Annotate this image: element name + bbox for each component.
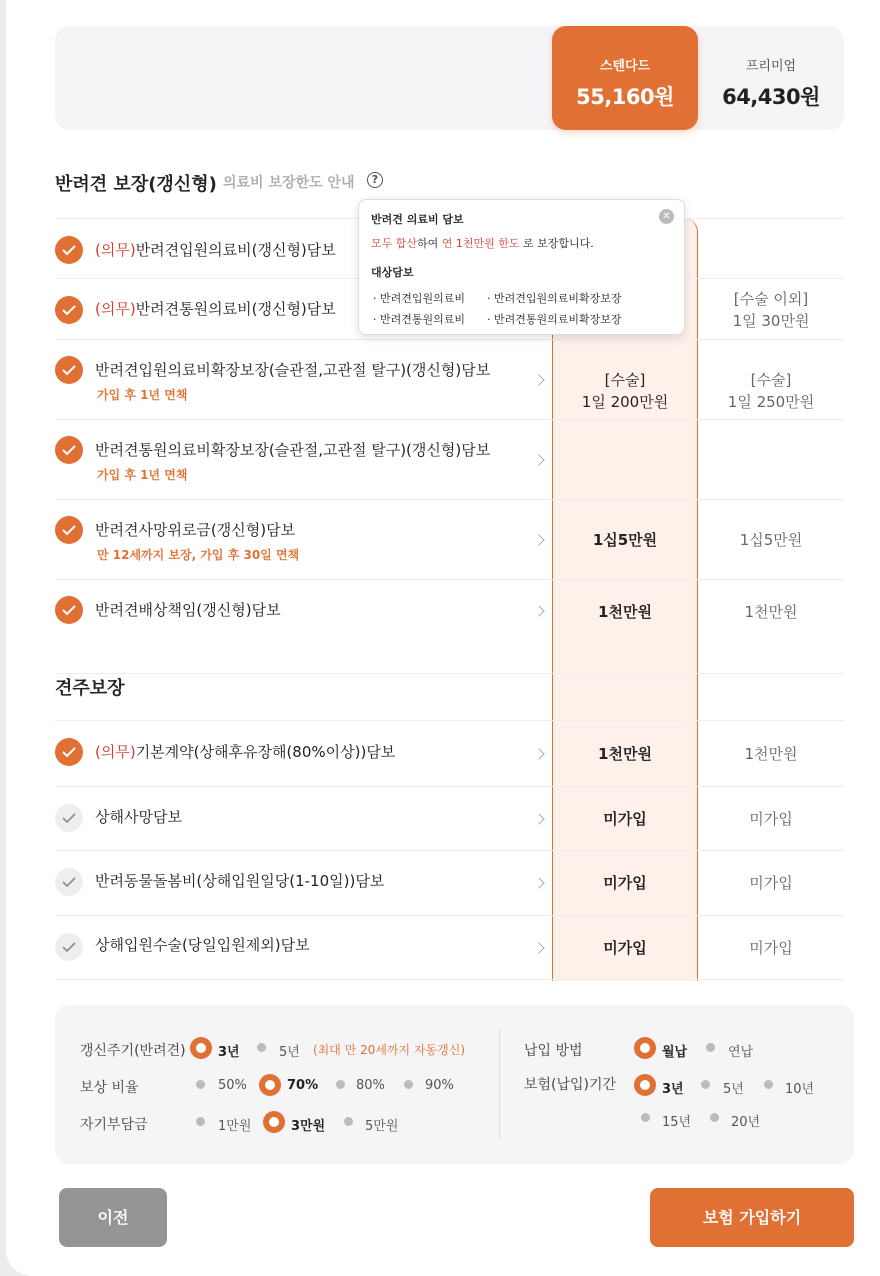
coverage-limit-tooltip xyxy=(358,199,685,335)
standard-value: 미가입 xyxy=(603,939,647,957)
premium-value-line: [수술 이외] xyxy=(733,290,809,308)
required-tag: (의무) xyxy=(95,300,136,318)
coverage-row[interactable] xyxy=(55,850,844,915)
check-icon[interactable] xyxy=(55,933,83,961)
check-icon[interactable] xyxy=(55,738,83,766)
coverage-note: 가입 후 1년 면책 xyxy=(97,468,188,482)
check-icon[interactable] xyxy=(55,596,83,624)
coverage-name xyxy=(95,741,395,762)
tooltip-item: · 반려견통원의료비 xyxy=(373,313,466,326)
check-icon[interactable] xyxy=(55,296,83,324)
required-tag: (의무) xyxy=(95,241,136,259)
premium-value: 미가입 xyxy=(749,810,793,828)
coverage-note: 만 12세까지 보장, 가입 후 30일 면책 xyxy=(97,548,300,562)
tooltip-subtitle: 대상담보 xyxy=(371,266,414,279)
payment-label: 납입 방법 xyxy=(524,1043,583,1059)
page xyxy=(6,0,880,1276)
check-icon[interactable] xyxy=(55,516,83,544)
radio-label[interactable]: 5년 xyxy=(279,1045,300,1060)
radio-unselected[interactable] xyxy=(344,1117,353,1126)
chevron-right-icon[interactable] xyxy=(533,813,544,824)
coverage-row[interactable] xyxy=(55,339,844,419)
premium-value-line: 1일 30만원 xyxy=(732,312,810,330)
premium-value-line: [수술] xyxy=(750,371,792,389)
standard-value: 1십5만원 xyxy=(592,531,658,549)
radio-selected[interactable] xyxy=(190,1037,212,1059)
radio-unselected[interactable] xyxy=(196,1117,205,1126)
standard-value: 미가입 xyxy=(603,810,647,828)
coverage-limit-link[interactable]: 의료비 보장한도 안내 xyxy=(223,175,355,191)
required-tag: (의무) xyxy=(95,743,136,761)
plan-standard-name: 스텐다드 xyxy=(599,59,651,74)
tooltip-item: · 반려견통원의료비확장보장 xyxy=(487,313,622,326)
radio-unselected[interactable] xyxy=(336,1080,345,1089)
premium-value: 1천만원 xyxy=(744,745,798,763)
standard-value: 1천만원 xyxy=(598,603,652,621)
coverage-label: 반려동물돌봄비(상해입원일당(1-10일))담보 xyxy=(95,872,385,890)
check-icon[interactable] xyxy=(55,236,83,264)
radio-unselected[interactable] xyxy=(701,1080,710,1089)
radio-selected[interactable] xyxy=(634,1074,656,1096)
chevron-right-icon[interactable] xyxy=(533,942,544,953)
tooltip-title: 반려견 의료비 담보 xyxy=(371,213,464,226)
radio-unselected[interactable] xyxy=(764,1080,773,1089)
coverage-label: 기본계약(상해후유장해(80%이상))담보 xyxy=(135,743,396,761)
tooltip-text: 로 보장합니다. xyxy=(519,237,594,250)
tooltip-text: 하여 xyxy=(417,237,442,250)
period-label: 보험(납입)기간 xyxy=(524,1077,617,1093)
deductible-label: 자기부담금 xyxy=(80,1117,148,1133)
check-icon[interactable] xyxy=(55,868,83,896)
plan-premium[interactable] xyxy=(698,26,844,130)
coverage-label: 상해입원수술(당일입원제외)담보 xyxy=(95,936,310,954)
premium-value: 미가입 xyxy=(749,939,793,957)
coverage-note: 가입 후 1년 면책 xyxy=(97,388,188,402)
radio-selected[interactable] xyxy=(259,1074,281,1096)
standard-value: 1천만원 xyxy=(598,745,652,763)
premium-value: 1천만원 xyxy=(744,603,798,621)
ratio-label: 보상 비율 xyxy=(80,1080,139,1096)
prev-button[interactable]: 이전 xyxy=(59,1188,167,1247)
premium-value xyxy=(698,369,844,413)
chevron-right-icon[interactable] xyxy=(533,534,544,545)
radio-label[interactable]: 10년 xyxy=(785,1082,815,1097)
radio-label[interactable]: 월납 xyxy=(662,1045,688,1060)
owner-section-title xyxy=(55,673,844,700)
coverage-row[interactable] xyxy=(55,419,844,499)
renewal-label: 갱신주기(반려견) xyxy=(80,1043,186,1059)
coverage-label: 반려견입원의료비(갱신형)담보 xyxy=(135,241,336,259)
chevron-right-icon[interactable] xyxy=(533,605,544,616)
coverage-label: 상해사망담보 xyxy=(95,808,182,826)
standard-value: 미가입 xyxy=(603,874,647,892)
pet-section-title: 반려견 보장(갱신형) xyxy=(55,174,217,195)
help-icon[interactable]: ? xyxy=(367,172,383,188)
tooltip-item: · 반려견입원의료비 xyxy=(373,292,466,305)
coverage-label: 반려견배상책임(갱신형)담보 xyxy=(95,601,281,619)
radio-label[interactable]: 3만원 xyxy=(291,1119,326,1134)
radio-label[interactable]: 3년 xyxy=(662,1082,684,1097)
coverage-row[interactable] xyxy=(55,915,844,980)
standard-value xyxy=(552,369,698,413)
premium-value: 1십5만원 xyxy=(739,531,803,549)
tooltip-highlight: 연 1천만원 한도 xyxy=(441,237,520,250)
radio-label[interactable]: 연납 xyxy=(728,1045,754,1060)
coverage-row[interactable] xyxy=(55,499,844,579)
chevron-right-icon[interactable] xyxy=(533,374,544,385)
radio-unselected[interactable] xyxy=(706,1043,715,1052)
plan-standard-price: 55,160원 xyxy=(576,85,674,109)
check-icon[interactable] xyxy=(55,356,83,384)
radio-selected[interactable] xyxy=(263,1111,285,1133)
premium-value: 미가입 xyxy=(749,874,793,892)
coverage-label: 반려견통원의료비(갱신형)담보 xyxy=(135,300,336,318)
radio-unselected[interactable] xyxy=(257,1043,266,1052)
radio-selected[interactable] xyxy=(634,1037,656,1059)
chevron-right-icon[interactable] xyxy=(533,877,544,888)
radio-label[interactable]: 80% xyxy=(356,1078,385,1093)
coverage-label: 반려견입원의료비확장보장(슬관절,고관절 탈구)(갱신형)담보 xyxy=(95,361,491,379)
radio-label[interactable]: 90% xyxy=(425,1078,454,1093)
coverage-label: 반려견사망위로금(갱신형)담보 xyxy=(95,521,296,539)
coverage-row[interactable] xyxy=(55,579,844,644)
premium-value-line: 1일 250만원 xyxy=(727,393,815,411)
check-icon[interactable] xyxy=(55,436,83,464)
chevron-right-icon[interactable] xyxy=(533,748,544,759)
options-divider xyxy=(499,1028,500,1140)
premium-value xyxy=(698,288,844,332)
join-insurance-button[interactable]: 보험 가입하기 xyxy=(650,1188,854,1247)
plan-standard[interactable] xyxy=(552,26,698,130)
standard-value-line: 1일 200만원 xyxy=(581,393,669,411)
coverage-row[interactable] xyxy=(55,720,844,786)
tooltip-highlight: 모두 합산 xyxy=(371,237,418,250)
coverage-name xyxy=(95,239,336,260)
radio-unselected[interactable] xyxy=(196,1080,205,1089)
check-icon[interactable] xyxy=(55,804,83,832)
owner-section-label: 견주보장 xyxy=(55,678,125,699)
renewal-note: (최대 만 20세까지 자동갱신) xyxy=(313,1043,465,1057)
radio-label[interactable]: 20년 xyxy=(731,1115,761,1130)
radio-label[interactable]: 1만원 xyxy=(218,1119,252,1134)
radio-unselected[interactable] xyxy=(641,1113,650,1122)
radio-label[interactable]: 15년 xyxy=(662,1115,692,1130)
radio-label[interactable]: 70% xyxy=(287,1078,319,1093)
plan-premium-price: 64,430원 xyxy=(722,85,820,109)
radio-unselected[interactable] xyxy=(710,1113,719,1122)
radio-label[interactable]: 5년 xyxy=(723,1082,744,1097)
tooltip-description xyxy=(371,235,594,251)
standard-value-line: [수술] xyxy=(604,371,646,389)
chevron-right-icon[interactable] xyxy=(533,454,544,465)
coverage-name xyxy=(95,298,336,319)
radio-label[interactable]: 50% xyxy=(218,1078,247,1093)
coverage-row[interactable] xyxy=(55,786,844,850)
close-icon[interactable]: ✕ xyxy=(659,209,674,224)
tooltip-item: · 반려견입원의료비확장보장 xyxy=(487,292,622,305)
plan-premium-name: 프리미엄 xyxy=(745,59,797,74)
radio-unselected[interactable] xyxy=(404,1080,413,1089)
radio-label[interactable]: 3년 xyxy=(218,1045,240,1060)
radio-label[interactable]: 5만원 xyxy=(365,1119,399,1134)
coverage-label: 반려견통원의료비확장보장(슬관절,고관절 탈구)(갱신형)담보 xyxy=(95,441,491,459)
